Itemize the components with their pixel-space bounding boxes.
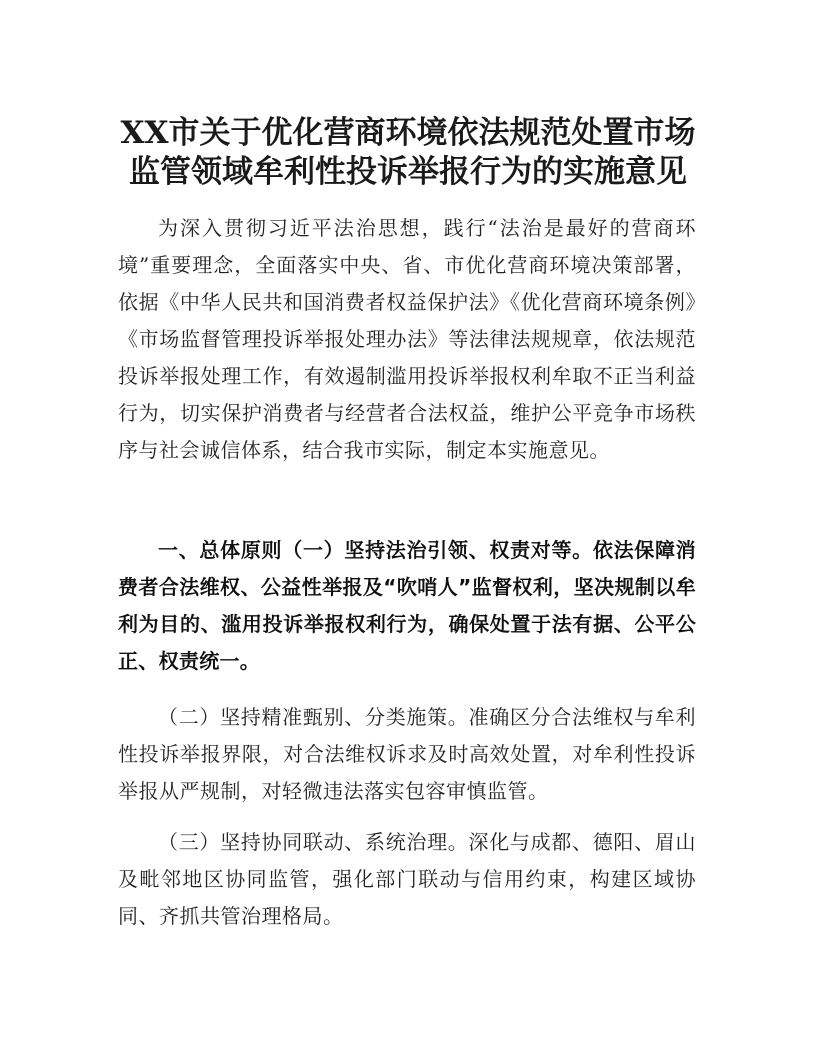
document-title-line-2: 监管领域牟利性投诉举报行为的实施意见 (129, 154, 687, 190)
document-title-line-1: XX市关于优化营商环境依法规范处置市场 (120, 115, 696, 151)
principle-1-paragraph: 一、总体原则（一）坚持法治引领、权责对等。依法保障消费者合法维权、公益性举报及“吹哨人”监督权利，坚决规制以牟利为目的、滥用投诉举报权利行为，确保处置于法有据、公平公正、权责统一。 (118, 538, 696, 673)
intro-paragraph: 为深入贯彻习近平法治思想，践行“法治是最好的营商环境”重要理念，全面落实中央、省、市优化营商环境决策部署，依据《中华人民共和国消费者权益保护法》《优化营商环境条例》《市场监督管理投诉举报处理办法》等法律法规规章，依法规范投诉举报处理工作，有效遏制滥用投诉举报权利牟取不正当利益行为，切实保护消费者与经营者合法权益，维护公平竞争市场秩序与社会诚信体系，结合我市实际，制定本实施意见。 (118, 216, 696, 462)
principle-3-paragraph: （三）坚持协同联动、系统治理。深化与成都、德阳、眉山及毗邻地区协同监管，强化部门联动与信用约束，构建区域协同、齐抓共管治理格局。 (118, 830, 696, 928)
principle-2-paragraph: （二）坚持精准甄别、分类施策。准确区分合法维权与牟利性投诉举报界限，对合法维权诉求及时高效处置，对牟利性投诉举报从严规制，对轻微违法落实包容审慎监管。 (118, 705, 696, 803)
